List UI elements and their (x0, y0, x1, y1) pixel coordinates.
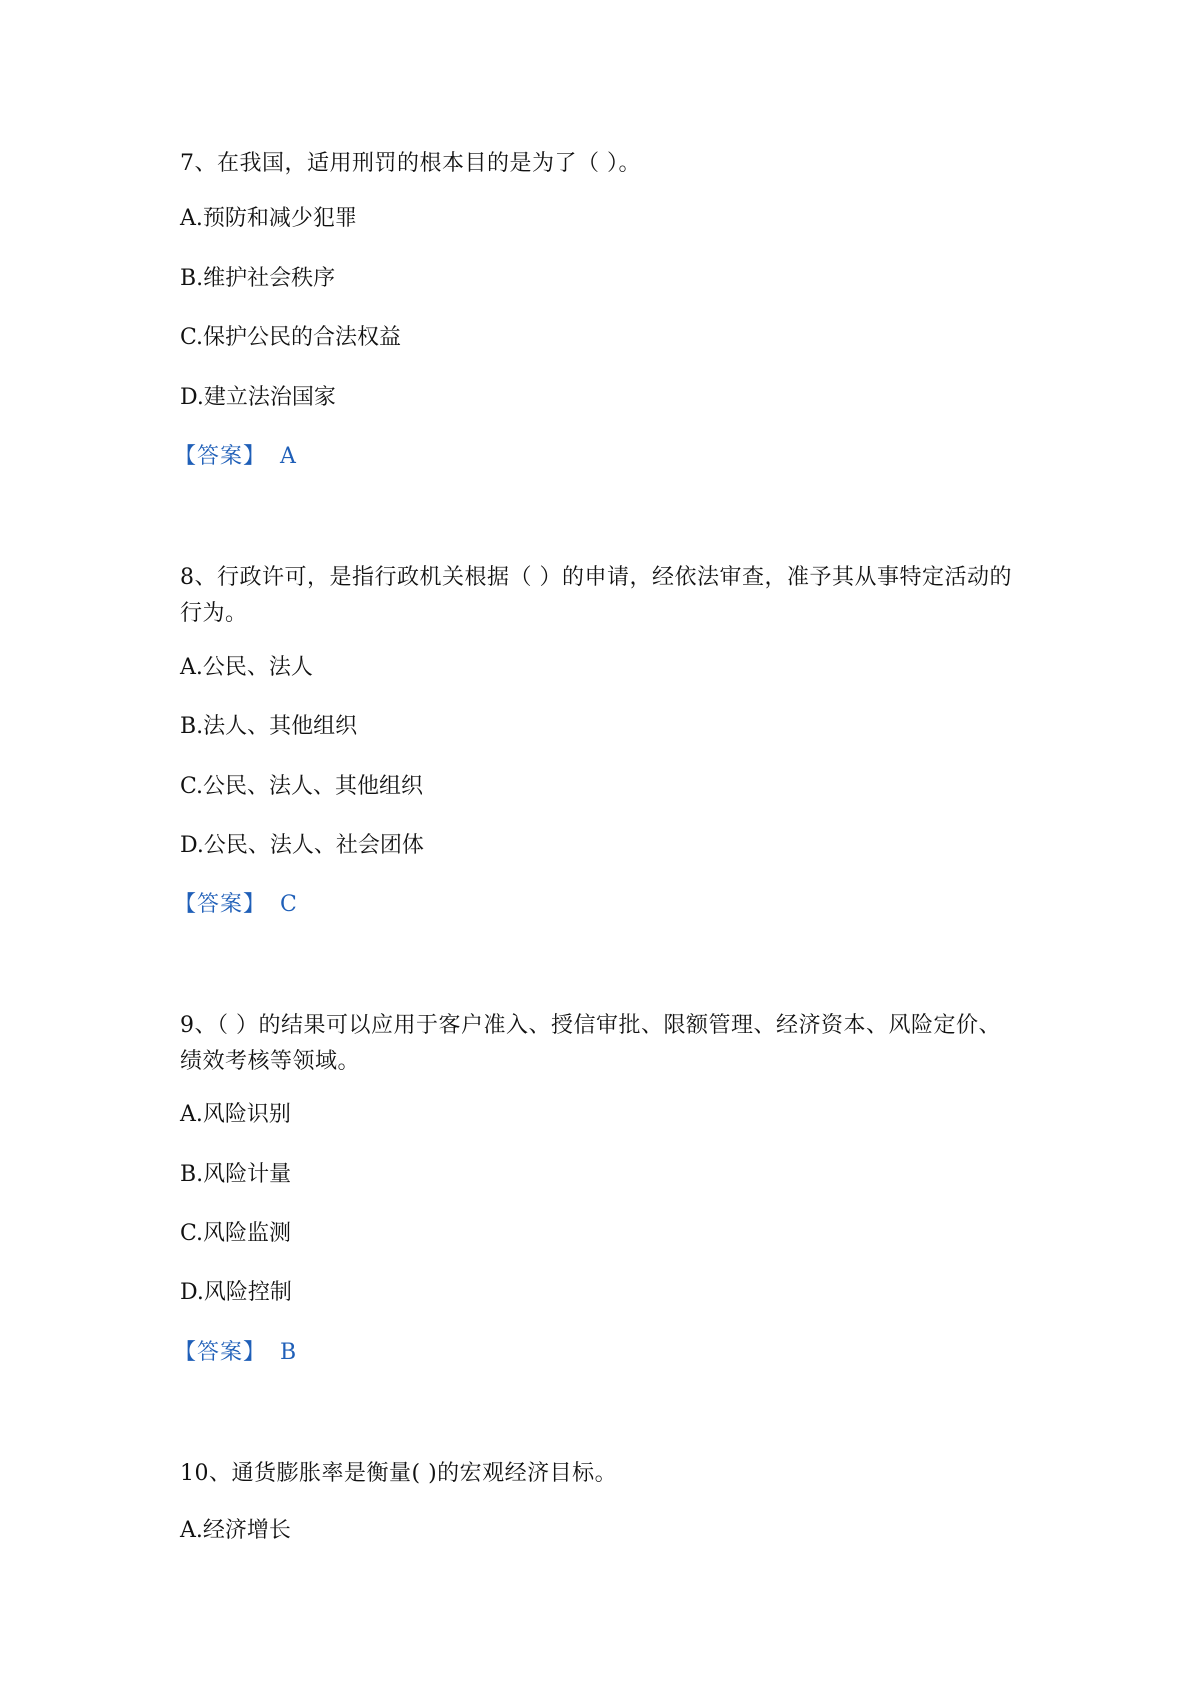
question-stem: 10、通货膨胀率是衡量( )的宏观经济目标。 (180, 1461, 618, 1486)
option-a: A.预防和减少犯罪 (180, 206, 357, 231)
option-a: A.风险识别 (180, 1102, 291, 1127)
answer-line (174, 1338, 296, 1368)
option-c: C.风险监测 (180, 1221, 292, 1246)
option-b: B.风险计量 (180, 1162, 292, 1187)
answer-line (174, 890, 297, 920)
answer-value: B (280, 1340, 297, 1365)
answer-value: A (280, 444, 296, 469)
option-d: D.建立法治国家 (180, 385, 336, 410)
option-a: A.公民、法人 (180, 655, 313, 680)
option-d: D.公民、法人、社会团体 (180, 833, 424, 858)
answer-label: 【答案】 (174, 1340, 267, 1365)
answer-label: 【答案】 (174, 892, 267, 917)
option-b: B.法人、其他组织 (180, 714, 358, 739)
option-d: D.风险控制 (180, 1280, 292, 1305)
option-c: C.公民、法人、其他组织 (180, 774, 424, 799)
question-stem: 9、（ ）的结果可以应用于客户准入、授信审批、限额管理、经济资本、风险定价、绩效考核等领域。 (180, 1013, 1001, 1074)
question-stem: 8、行政许可，是指行政机关根据（ ）的申请，经依法审查，准予其从事特定活动的行为。 (180, 565, 1012, 626)
answer-value: C (280, 892, 297, 917)
answer-label: 【答案】 (174, 444, 267, 469)
question-stem: 7、在我国，适用刑罚的根本目的是为了（ ）。 (180, 151, 641, 176)
answer-line (174, 442, 296, 472)
option-c: C.保护公民的合法权益 (180, 325, 402, 350)
option-b: B.维护社会秩序 (180, 266, 336, 291)
option-a: A.经济增长 (180, 1518, 291, 1543)
